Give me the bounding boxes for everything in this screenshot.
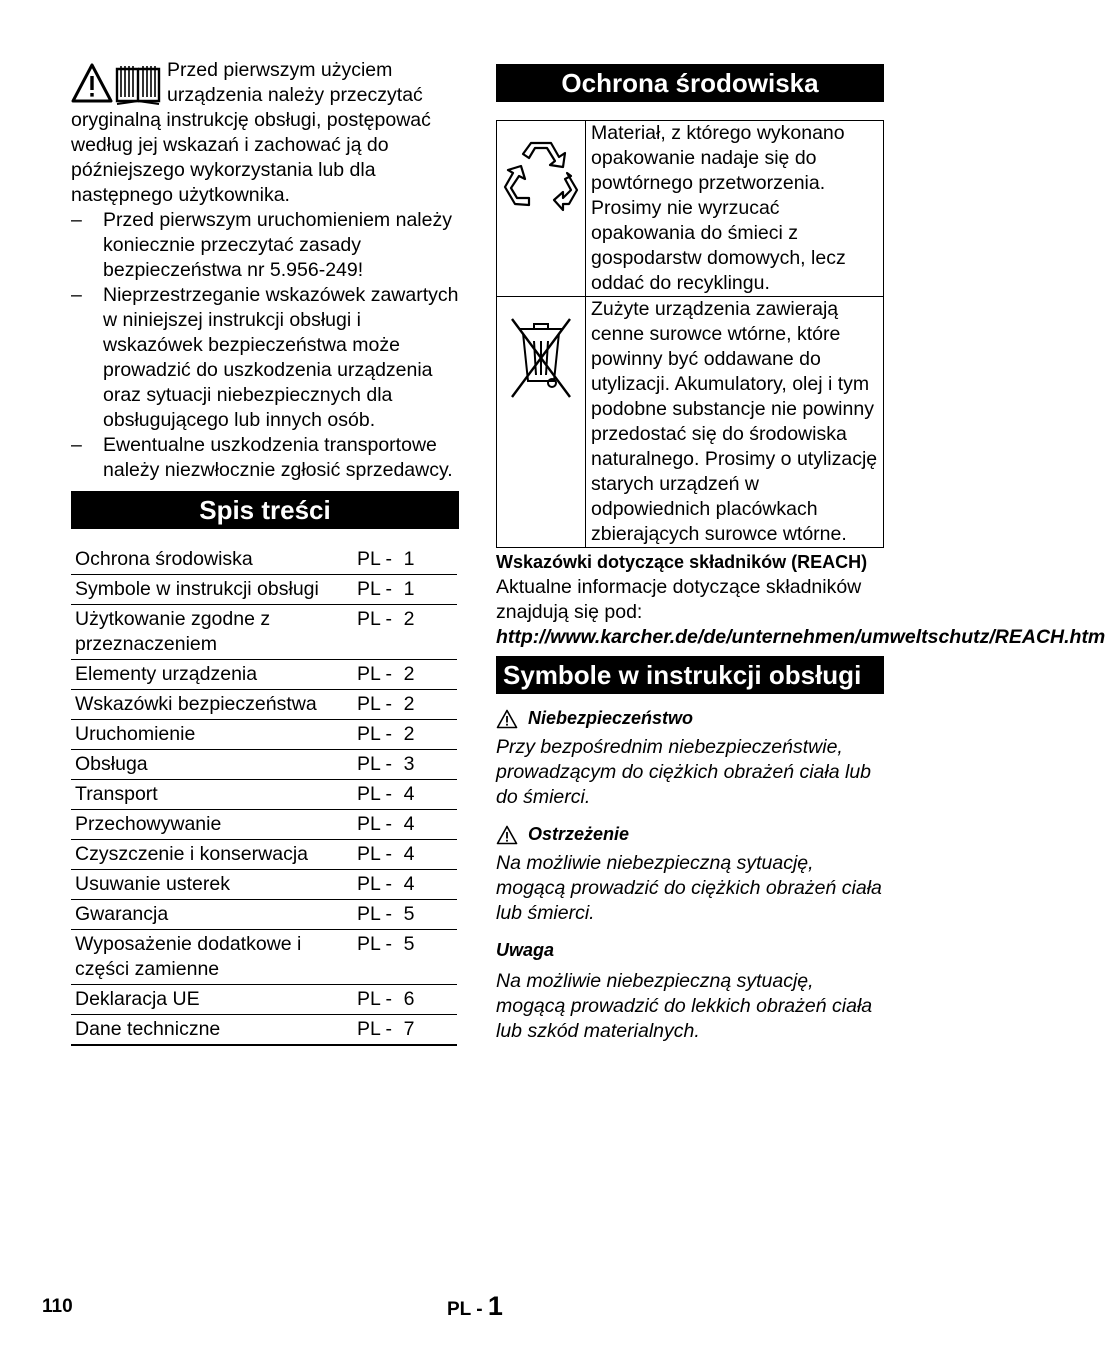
toc-entry-label[interactable]: Ochrona środowiska: [71, 545, 357, 575]
left-column: [71, 58, 459, 1046]
toc-page-number: 3: [403, 753, 415, 775]
weee-cell: [497, 297, 586, 548]
toc-page-prefix: PL -: [357, 843, 393, 865]
toc-entry-label[interactable]: Obsługa: [71, 750, 357, 780]
danger-text: Przy bezpośrednim niebezpieczeństwie, prowadzącym do ciężkich obrażeń ciała lub do śmierci.: [496, 736, 872, 808]
reach-link[interactable]: [496, 625, 1105, 650]
toc-entry-page: [357, 1015, 457, 1046]
table-row: [71, 810, 457, 840]
toc-page-number: 7: [403, 1018, 415, 1040]
toc-entry-label[interactable]: Gwarancja: [71, 900, 357, 930]
page-number: 110: [42, 1296, 73, 1317]
caution-heading: Uwaga: [496, 940, 555, 960]
warning-triangle-icon: [496, 709, 518, 729]
table-row: [71, 985, 457, 1015]
toc-entry-label[interactable]: Transport: [71, 780, 357, 810]
caution-heading-row: [496, 938, 884, 963]
table-row: [71, 575, 457, 605]
table-row: [497, 121, 884, 297]
toc-table: [71, 545, 457, 1046]
toc-entry-page: [357, 720, 457, 750]
symbols-title: Symbole w instrukcji obsługi: [496, 656, 884, 694]
toc-entry-page: [357, 930, 457, 985]
danger-heading: Niebezpieczeństwo: [528, 708, 694, 728]
crossed-bin-icon: [506, 311, 576, 407]
toc-page-number: 4: [403, 873, 415, 895]
danger-heading-row: [496, 706, 884, 731]
toc-page-prefix: PL -: [357, 578, 393, 600]
toc-page-prefix: PL -: [357, 1018, 393, 1040]
toc-page-number: 5: [403, 933, 415, 955]
list-item: – Ewentualne uszkodzenia transportowe należy niezwłocznie zgłosić sprzedawcy.: [71, 433, 459, 483]
toc-page-prefix: PL -: [357, 988, 393, 1010]
table-row: [71, 720, 457, 750]
toc-page-number: 4: [403, 843, 415, 865]
toc-entry-label[interactable]: Wyposażenie dodatkowe i części zamienne: [71, 930, 357, 985]
toc-page-number: 4: [403, 783, 415, 805]
toc-page-prefix: PL -: [357, 783, 393, 805]
toc-entry-page: [357, 985, 457, 1015]
toc-entry-page: [357, 575, 457, 605]
toc-entry-page: [357, 840, 457, 870]
toc-entry-label[interactable]: Usuwanie usterek: [71, 870, 357, 900]
toc-page-prefix: PL -: [357, 753, 393, 775]
section-prefix: PL -: [447, 1299, 483, 1320]
reach-heading: Wskazówki dotyczące składników (REACH): [496, 552, 868, 572]
toc-entry-label[interactable]: Dane techniczne: [71, 1015, 357, 1046]
warning-and-manual-icon: [71, 62, 163, 106]
environment-table: [496, 120, 884, 548]
table-row: [71, 690, 457, 720]
caution-text: Na możliwie niebezpieczną sytuację, mogącą prowadzić do lekkich obrażeń ciała lub szkód materialnych.: [496, 970, 873, 1042]
table-row: [71, 605, 457, 660]
toc-page-number: 2: [403, 663, 415, 685]
toc-page-number: 2: [403, 723, 415, 745]
toc-page-number: 1: [403, 578, 415, 600]
list-item: – Przed pierwszym uruchomieniem należy koniecznie przeczytać zasady bezpieczeństwa nr 5.956-249!: [71, 208, 459, 283]
toc-page-number: 6: [403, 988, 415, 1010]
warning-triangle-icon: [496, 825, 518, 845]
table-row: [71, 545, 457, 575]
toc-entry-page: [357, 780, 457, 810]
list-item: – Nieprzestrzeganie wskazówek zawartych w niniejszej instrukcji obsługi i wskazówek bezpieczeństwa może prowadzić do uszkodzenia urządzenia oraz sytuacji niebezpiecznych dla obsługującego lub innych osób.: [71, 283, 459, 433]
intro-block: [71, 58, 459, 208]
warning-text: Na możliwie niebezpieczną sytuację, mogącą prowadzić do ciężkich obrażeń ciała lub śmierci.: [496, 852, 882, 924]
table-row: [71, 1015, 457, 1046]
toc-entry-page: [357, 660, 457, 690]
table-row: [71, 870, 457, 900]
toc-page-prefix: PL -: [357, 693, 393, 715]
toc-page-number: 2: [403, 693, 415, 715]
toc-title: Spis treści: [71, 491, 459, 529]
intro-bullet-list: [71, 208, 459, 483]
toc-page-prefix: PL -: [357, 548, 393, 570]
recycle-cell: [497, 121, 586, 297]
intro-icons: [71, 62, 163, 106]
toc-entry-label[interactable]: Czyszczenie i konserwacja: [71, 840, 357, 870]
table-row: [71, 930, 457, 985]
table-row: [497, 297, 884, 548]
table-row: [71, 750, 457, 780]
section-page: 1: [487, 1291, 503, 1321]
section-page-label: [447, 1291, 503, 1322]
reach-link-text[interactable]: http://www.karcher.de/de/unternehmen/umweltschutz/REACH.htm: [496, 626, 1105, 648]
toc-entry-label[interactable]: Uruchomienie: [71, 720, 357, 750]
toc-page-number: 1: [403, 548, 415, 570]
toc-entry-page: [357, 605, 457, 660]
toc-entry-page: [357, 810, 457, 840]
toc-entry-page: [357, 870, 457, 900]
toc-page-number: 4: [403, 813, 415, 835]
toc-page-prefix: PL -: [357, 873, 393, 895]
reach-text: Aktualne informacje dotyczące składników znajdują się pod:: [496, 576, 862, 623]
table-row: [71, 900, 457, 930]
toc-entry-page: [357, 545, 457, 575]
warning-heading: Ostrzeżenie: [528, 824, 630, 844]
environment-title: Ochrona środowiska: [496, 64, 884, 102]
intro-text: Przed pierwszym użyciem urządzenia należy przeczytać oryginalną instrukcję obsługi, postępować według jej wskazań i zachować ją do późniejszego wykorzystania lub dla następnego użytkownika.: [71, 59, 431, 206]
toc-entry-label[interactable]: Przechowywanie: [71, 810, 357, 840]
recycle-text: Materiał, z którego wykonano opakowanie nadaje się do powtórnego przetworzenia. Prosimy nie wyrzucać opakowania do śmieci z gospodarstw domowych, lecz oddać do recyklingu.: [586, 121, 884, 297]
toc-entry-page: [357, 900, 457, 930]
table-row: [71, 840, 457, 870]
toc-entry-label[interactable]: Użytkowanie zgodne z przeznaczeniem: [71, 605, 357, 660]
recycle-icon: [501, 133, 581, 213]
toc-entry-label[interactable]: Wskazówki bezpieczeństwa: [71, 690, 357, 720]
table-row: [71, 660, 457, 690]
toc-entry-page: [357, 690, 457, 720]
table-row: [71, 780, 457, 810]
right-column: [496, 58, 1105, 1044]
toc-page-number: 5: [403, 903, 415, 925]
toc-entry-label[interactable]: Elementy urządzenia: [71, 660, 357, 690]
toc-page-number: 2: [403, 608, 415, 630]
toc-entry-label[interactable]: Deklaracja UE: [71, 985, 357, 1015]
toc-page-prefix: PL -: [357, 903, 393, 925]
toc-page-prefix: PL -: [357, 933, 393, 955]
toc-page-prefix: PL -: [357, 813, 393, 835]
toc-entry-page: [357, 750, 457, 780]
toc-page-prefix: PL -: [357, 663, 393, 685]
toc-page-prefix: PL -: [357, 608, 393, 630]
warning-heading-row: [496, 822, 884, 847]
toc-entry-label[interactable]: Symbole w instrukcji obsługi: [71, 575, 357, 605]
toc-page-prefix: PL -: [357, 723, 393, 745]
weee-text: Zużyte urządzenia zawierają cenne surowce wtórne, które powinny być oddawane do utylizacji. Akumulatory, olej i tym podobne substancje nie powinny przedostać się do środowiska naturalnego. Prosimy o utylizację starych urządzeń w odpowiednich placówkach zbierających surowce wtórne.: [586, 297, 884, 548]
